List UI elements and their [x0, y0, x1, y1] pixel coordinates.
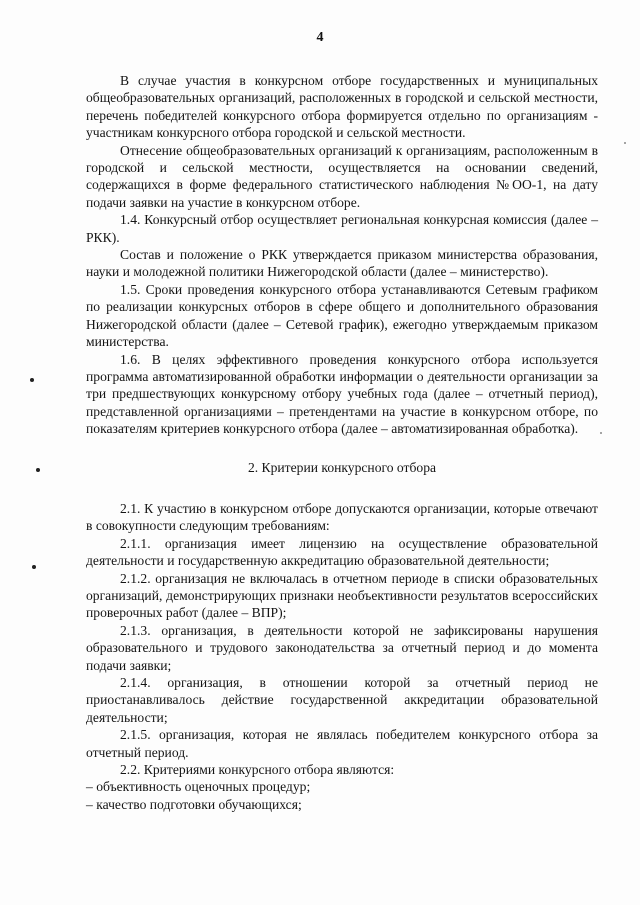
paragraph: 2.1. К участию в конкурсном отборе допускаются организации, которые отвечают в совокупности следующим требованиям: — [86, 500, 598, 534]
scan-speck — [32, 565, 36, 569]
page-number: 4 — [316, 30, 324, 45]
scan-speck — [624, 142, 626, 144]
scan-speck — [36, 468, 40, 472]
scan-speck — [600, 432, 602, 434]
list-item: – качество подготовки обучающихся; — [86, 796, 302, 812]
paragraph: Состав и положение о РКК утверждается приказом министерства образования, науки и молодежной политики Нижегородской области (далее – министерство). — [86, 247, 598, 280]
paragraph: Отнесение общеобразовательных организаций к организациям, расположенным в городской и сельской местности, осуществляется на основании сведений, содержащихся в форме федерального статистического наблюдения №ОО-1, на дату подачи заявки на участие в конкурсном отборе. — [86, 142, 598, 210]
paragraph: 2.1.3. организация, в деятельности которой не зафиксированы нарушения образовательного и трудового законодательства за отчетный период и до момента подачи заявки; — [86, 622, 598, 673]
paragraph: 2.1.5. организация, которая не являлась победителем конкурсного отбора за отчетный период. — [86, 727, 598, 760]
paragraph: 2.1.1. организация имеет лицензию на осуществление образовательной деятельности и государственную аккредитацию образовательной деятельности; — [86, 535, 598, 569]
paragraph: 1.6. В целях эффективного проведения конкурсного отбора используется программа автоматизированной обработки информации о деятельности организации за три предшествующих конкурсному отбору учебных года (далее – отчетный период), представленной организациями – претендентами на участие в конкурсном отборе, по показателям критериев конкурсного отбора (далее – автоматизированная обработка). — [86, 351, 598, 437]
paragraph: 1.5. Сроки проведения конкурсного отбора устанавливаются Сетевым графиком по реализации конкурсных отборов в сфере общего и дополнительного образования Нижегородской области (далее – Сетевой график), ежегодно утверждаемым приказом министерства. — [86, 281, 598, 350]
section-heading: 2. Критерии конкурсного отбора — [247, 459, 437, 475]
paragraph: 2.2. Критериями конкурсного отбора являются: — [120, 762, 395, 778]
paragraph: 2.1.4. организация, в отношении которой за отчетный период не приостанавливалось действие государственной аккредитации образовательной деятельности; — [86, 675, 598, 725]
list-item: – объективность оценочных процедур; — [86, 779, 311, 795]
paragraph: В случае участия в конкурсном отборе государственных и муниципальных общеобразовательных организаций, расположенных в городской и сельской местности, перечень победителей конкурсного отбора формируется отдельно по организациям - участникам конкурсного отбора городской и сельской местности. — [86, 73, 598, 141]
document-body — [86, 72, 598, 813]
paragraph: 1.4. Конкурсный отбор осуществляет региональная конкурсная комиссия (далее –РКК). — [86, 212, 598, 245]
paragraph: 2.1.2. организация не включалась в отчетном периоде в списки образовательных организаций, демонстрирующих признаки необъективности результатов всероссийских проверочных работ (далее – ВПР); — [86, 570, 598, 621]
scan-speck — [30, 378, 34, 382]
